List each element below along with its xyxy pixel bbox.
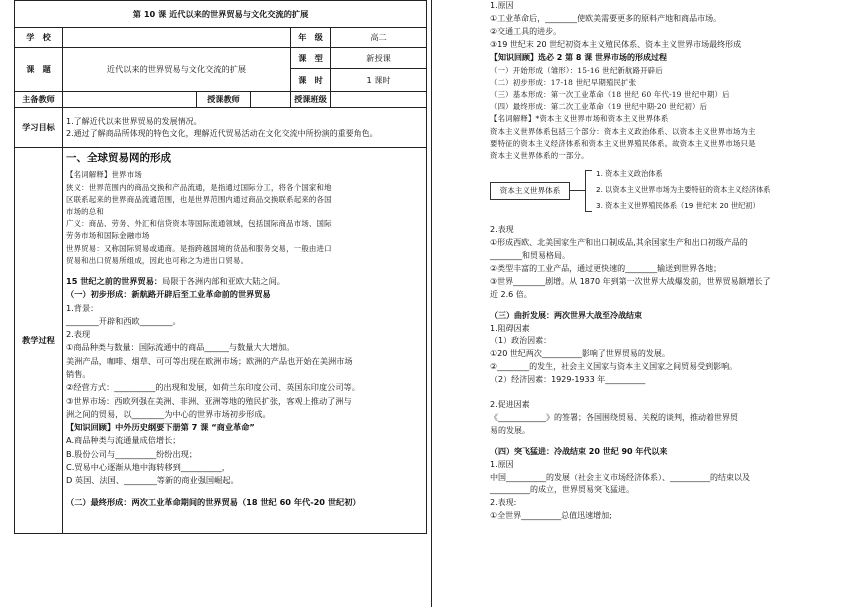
section-heading: 一、全球贸易网的形成	[66, 152, 171, 164]
lesson-plan-table	[14, 0, 427, 534]
text-line: __________的成立，世界贸易突飞猛进。	[490, 485, 634, 495]
grade-value: 高二	[331, 28, 427, 48]
teacher-value	[251, 92, 291, 108]
blank-line	[490, 387, 842, 399]
diagram-brace	[585, 170, 592, 212]
text-line: C.贸易中心逐渐从地中海转移到__________，	[66, 462, 230, 473]
term-heading: 【名词解释】世界市场	[66, 170, 142, 180]
text-line: 中国__________的发展（社会主义市场经济体系）、__________的结束以及	[490, 472, 750, 482]
subsection-heading: （四）突飞猛进：冷战结束 20 世纪 90 年代以来	[490, 446, 668, 456]
diagram-connector	[569, 190, 585, 191]
text-line: 1.背景：	[66, 302, 99, 313]
text-line: （二）初步形成：17-18 世纪早期殖民扩张	[490, 77, 637, 87]
text-line: 洲之间的贸易，以________为中心的世界市场初步形成。	[66, 408, 271, 419]
diagram-box: 资本主义世界体系	[490, 182, 570, 200]
text-line: 易的发展。	[490, 425, 530, 435]
school-label: 学 校	[15, 28, 63, 48]
prep-teacher-value	[63, 92, 197, 108]
text-line: 要特征的资本主义经济体系和资本主义世界殖民体系。故资本主义世界市场只是	[490, 138, 756, 148]
type-label: 课 型	[291, 48, 331, 69]
text-line: ②类型丰富的工业产品，通过更快速的________输送到世界各地；	[490, 263, 722, 273]
class-label: 授课班级	[291, 92, 331, 108]
text-line: ③19 世纪末 20 世纪初资本主义殖民体系、资本主义世界市场最终形成	[490, 39, 742, 49]
text-line: 1.阻碍因素	[490, 323, 530, 333]
right-page	[431, 0, 852, 607]
text-line: 美洲产品，咖啡、烟草、可可等出现在欧洲市场；欧洲的产品也开始在美洲市场	[66, 355, 353, 366]
process-label: 教学过程	[15, 148, 63, 534]
goals-label: 学习目标	[15, 108, 63, 148]
right-content	[490, 0, 842, 523]
subsection-heading: （三）曲折发展：两次世界大战至冷战结束	[490, 310, 642, 320]
text-line: 《____________》的签署；各国围绕贸易、关税的谈判，推动着世界贸	[490, 412, 738, 422]
text-line: （四）最终形成：第二次工业革命（19 世纪中期-20 世纪初）后	[490, 102, 708, 112]
lesson-title: 第 10 课 近代以来的世界贸易与文化交流的扩展	[15, 1, 427, 28]
diagram-item: 2. 以资本主义世界市场为主要特征的资本主义经济体系	[596, 185, 771, 195]
text-line: ③世界________剧增。从 1870 年到第一次世界大战爆发前，世界贸易额增长了	[490, 276, 771, 286]
term-line: 区联系起来的世界商品流通范围，也是世界范围内通过商品交换联系起来的各国	[66, 194, 332, 204]
text-line: 2.表现	[66, 329, 91, 340]
grade-label: 年 级	[291, 28, 331, 48]
topic-value: 近代以来的世界贸易与文化交流的扩展	[63, 48, 291, 92]
hours-value: 1 课时	[331, 69, 427, 92]
term-line: 劳务市场和国际金融市场	[66, 231, 150, 241]
goal-item: 1.了解近代以来世界贸易的发展情况。	[66, 116, 202, 126]
text-line: B.股份公司与__________纷纷出现；	[66, 448, 198, 459]
text-line: 1.原因	[490, 1, 514, 10]
diagram-item: 3. 资本主义世界殖民体系（19 世纪末 20 世纪初）	[596, 201, 760, 211]
prep-teacher-label: 主备教师	[15, 92, 63, 108]
term-line: 狭义：世界范围内的商品交换和产品流通，是指通过国际分工，将各个国家和地	[66, 182, 332, 192]
term-line: 广义：商品、劳务、外汇和信贷资本等国际流通领域，包括国际商品市场、国际	[66, 219, 332, 229]
text-line: （1）政治因素：	[490, 336, 552, 346]
review-heading: 【知识回顾】选必 2 第 8 课 世界市场的形成过程	[490, 52, 668, 62]
type-value: 新授课	[331, 48, 427, 69]
text-line: 2.促进因素	[490, 400, 530, 410]
teacher-label: 授课教师	[197, 92, 251, 108]
text-line: ________和贸易格局。	[490, 250, 570, 260]
term-heading: 【名词解释】*资本主义世界市场和资本主义世界体系	[490, 114, 669, 124]
learning-goals	[63, 108, 427, 148]
text-line: 销售。	[66, 369, 91, 379]
text-line: A.商品种类与流通量成倍增长；	[66, 435, 181, 446]
text-line: 2.表现	[490, 225, 514, 235]
topic-label: 课 题	[15, 48, 63, 92]
text-line: （2）经济因素：1929-1933 年__________	[490, 375, 646, 385]
term-line: 世界贸易：又称国际贸易或通商。是指跨越国境的货品和服务交易，一般由进口	[66, 243, 332, 253]
hours-label: 课 时	[291, 69, 331, 92]
pre15-line: 15 世纪之前的世界贸易：局限于各洲内部和亚欧大陆之间。	[66, 275, 285, 286]
text-line: ②________的发生，社会主义国家与资本主义国家之间贸易受到影响。	[490, 362, 738, 372]
subsection-heading: （一）初步形成：新航路开辟后至工业革命前的世界贸易	[66, 289, 271, 300]
text-line: 1.原因	[490, 459, 514, 469]
text-line: （一）开始形成（雏形）：15-16 世纪新航路开辟后	[490, 65, 663, 75]
text-line: D 英国、法国、________等新的商业强国崛起。	[66, 475, 239, 486]
text-line: 2.表现:	[490, 498, 517, 508]
text-line: 资本主义世界体系的一部分。	[490, 150, 589, 160]
text-line: 近 2.6 倍。	[490, 289, 532, 299]
subsection-heading: （二）最终形成：两次工业革命期间的世界贸易（18 世纪 60 年代-20 世纪初）	[66, 496, 361, 507]
text-line: ②交通工具的进步。	[490, 26, 562, 36]
goal-item: 2.通过了解商品所体现的特色文化，理解近代贸易活动在文化交流中所扮演的重要角色。	[66, 128, 378, 138]
school-value	[63, 28, 291, 48]
system-diagram	[490, 166, 842, 218]
review-heading: 【知识回顾】中外历史纲要下册第 7 课 “商业革命”	[66, 422, 255, 433]
text-line: ①全世界__________总值迅速增加;	[490, 511, 612, 521]
text-line: ①形成西欧、北美国家生产和出口制成品,其余国家生产和出口初级产品的	[490, 238, 748, 248]
text-line: ③世界市场：西欧列强在美洲、非洲、亚洲等地的殖民扩张，客观上推动了洲与	[66, 395, 352, 406]
text-line: ①工业革命后，________使欧美需要更多的原料产地和商品市场。	[490, 13, 722, 23]
text-line: ①20 世纪两次__________影响了世界贸易的发展。	[490, 349, 670, 359]
text-line: ①商品种类与数量：国际流通中的商品______与数量大大增加。	[66, 342, 295, 353]
text-line: 资本主义世界体系包括三个部分：资本主义政治体系、以资本主义世界市场为主	[490, 126, 756, 136]
class-value	[331, 92, 427, 108]
term-line: 贸易和出口贸易所组成，因此也可称之为进出口贸易。	[66, 255, 249, 265]
text-line: （三）基本形成：第一次工业革命（18 世纪 60 年代-19 世纪中期）后	[490, 89, 730, 99]
term-line: 市场的总和	[66, 206, 104, 216]
diagram-item: 1. 资本主义政治体系	[596, 169, 663, 179]
text-line: ________开辟和西欧________。	[66, 315, 181, 326]
text-line: ②经营方式：__________的出现和发展，如荷兰东印度公司、英国东印度公司等。	[66, 382, 360, 393]
process-content	[63, 148, 427, 534]
